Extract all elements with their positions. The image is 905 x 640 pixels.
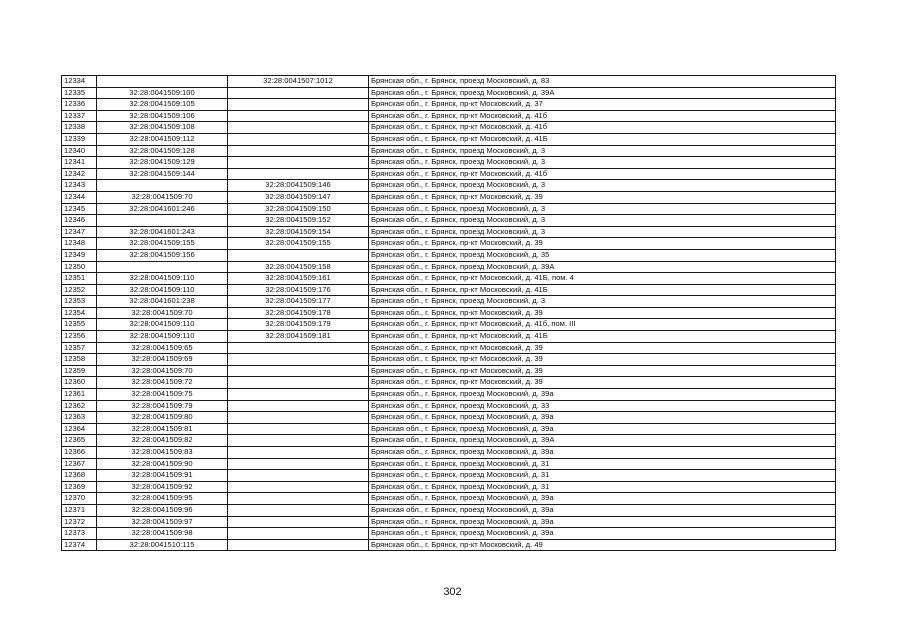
table-row (62, 226, 836, 238)
table-row (62, 458, 836, 470)
related-cadastral-number-cell (228, 423, 369, 435)
row-number-cell: 12352 (62, 284, 97, 296)
related-cadastral-number-cell (228, 377, 369, 389)
table-row (62, 273, 836, 285)
row-number-cell: 12348 (62, 238, 97, 250)
cadastral-number-cell: 32:28:0041509:96 (97, 504, 228, 516)
table-row (62, 377, 836, 389)
row-number-cell: 12374 (62, 539, 97, 551)
row-number-cell: 12365 (62, 435, 97, 447)
cadastral-number-cell: 32:28:0041509:98 (97, 528, 228, 540)
address-cell: Брянская обл., г. Брянск, проезд Московский, д. 3 (369, 296, 836, 308)
address-cell: Брянская обл., г. Брянск, проезд Московский, д. 3 (369, 215, 836, 227)
table-row (62, 470, 836, 482)
address-cell: Брянская обл., г. Брянск, пр-кт Московский, д. 41б (369, 122, 836, 134)
row-number-cell: 12370 (62, 493, 97, 505)
cadastral-number-cell: 32:28:0041509:69 (97, 354, 228, 366)
cadastral-number-cell: 32:28:0041509:70 (97, 307, 228, 319)
related-cadastral-number-cell (228, 354, 369, 366)
row-number-cell: 12350 (62, 261, 97, 273)
related-cadastral-number-cell (228, 458, 369, 470)
address-cell: Брянская обл., г. Брянск, пр-кт Московский, д. 41б, пом. III (369, 319, 836, 331)
address-cell: Брянская обл., г. Брянск, проезд Московский, д. 39а (369, 412, 836, 424)
related-cadastral-number-cell: 32:28:0041509:161 (228, 273, 369, 285)
related-cadastral-number-cell: 32:28:0041509:177 (228, 296, 369, 308)
cadastral-number-cell (97, 261, 228, 273)
address-cell: Брянская обл., г. Брянск, проезд Московский, д. 83 (369, 76, 836, 88)
cadastral-number-cell: 32:28:0041509:70 (97, 365, 228, 377)
address-cell: Брянская обл., г. Брянск, пр-кт Московский, д. 37 (369, 99, 836, 111)
related-cadastral-number-cell (228, 110, 369, 122)
row-number-cell: 12344 (62, 191, 97, 203)
table-row (62, 435, 836, 447)
registry-table-body (62, 76, 836, 551)
related-cadastral-number-cell (228, 168, 369, 180)
row-number-cell: 12366 (62, 447, 97, 459)
cadastral-number-cell: 32:28:0041509:110 (97, 331, 228, 343)
row-number-cell: 12369 (62, 481, 97, 493)
row-number-cell: 12361 (62, 389, 97, 401)
related-cadastral-number-cell: 32:28:0041509:147 (228, 191, 369, 203)
related-cadastral-number-cell (228, 389, 369, 401)
table-row (62, 203, 836, 215)
cadastral-number-cell: 32:28:0041509:155 (97, 238, 228, 250)
address-cell: Брянская обл., г. Брянск, пр-кт Московский, д. 39 (369, 377, 836, 389)
related-cadastral-number-cell: 32:28:0041509:158 (228, 261, 369, 273)
page-number: 302 (443, 586, 462, 598)
related-cadastral-number-cell: 32:28:0041509:146 (228, 180, 369, 192)
address-cell: Брянская обл., г. Брянск, проезд Московский, д. 31 (369, 481, 836, 493)
row-number-cell: 12347 (62, 226, 97, 238)
cadastral-number-cell: 32:28:0041509:79 (97, 400, 228, 412)
table-row (62, 528, 836, 540)
address-cell: Брянская обл., г. Брянск, проезд Московский, д. 39а (369, 389, 836, 401)
related-cadastral-number-cell: 32:28:0041509:179 (228, 319, 369, 331)
table-row (62, 319, 836, 331)
row-number-cell: 12356 (62, 331, 97, 343)
address-cell: Брянская обл., г. Брянск, пр-кт Московский, д. 39 (369, 307, 836, 319)
table-row (62, 389, 836, 401)
address-cell: Брянская обл., г. Брянск, проезд Московский, д. 39а (369, 516, 836, 528)
related-cadastral-number-cell (228, 99, 369, 111)
row-number-cell: 12355 (62, 319, 97, 331)
related-cadastral-number-cell (228, 493, 369, 505)
related-cadastral-number-cell (228, 145, 369, 157)
cadastral-number-cell: 32:28:0041509:108 (97, 122, 228, 134)
cadastral-number-cell (97, 180, 228, 192)
related-cadastral-number-cell: 32:28:0041509:150 (228, 203, 369, 215)
table-row (62, 331, 836, 343)
cadastral-number-cell: 32:28:0041509:95 (97, 493, 228, 505)
table-row (62, 504, 836, 516)
address-cell: Брянская обл., г. Брянск, пр-кт Московский, д. 39 (369, 354, 836, 366)
table-row (62, 447, 836, 459)
row-number-cell: 12363 (62, 412, 97, 424)
address-cell: Брянская обл., г. Брянск, проезд Московский, д. 31 (369, 470, 836, 482)
address-cell: Брянская обл., г. Брянск, проезд Московский, д. 3 (369, 145, 836, 157)
cadastral-number-cell: 32:28:0041509:110 (97, 319, 228, 331)
table-row (62, 516, 836, 528)
related-cadastral-number-cell: 32:28:0041509:176 (228, 284, 369, 296)
address-cell: Брянская обл., г. Брянск, проезд Московский, д. 3 (369, 203, 836, 215)
related-cadastral-number-cell (228, 447, 369, 459)
address-cell: Брянская обл., г. Брянск, пр-кт Московский, д. 41Б, пом. 4 (369, 273, 836, 285)
cadastral-number-cell: 32:28:0041509:100 (97, 87, 228, 99)
row-number-cell: 12346 (62, 215, 97, 227)
address-cell: Брянская обл., г. Брянск, пр-кт Московский, д. 41Б (369, 331, 836, 343)
table-row (62, 423, 836, 435)
table-row (62, 400, 836, 412)
cadastral-number-cell: 32:28:0041510:115 (97, 539, 228, 551)
related-cadastral-number-cell (228, 528, 369, 540)
related-cadastral-number-cell: 32:28:0041509:154 (228, 226, 369, 238)
related-cadastral-number-cell: 32:28:0041509:178 (228, 307, 369, 319)
table-row (62, 284, 836, 296)
cadastral-number-cell: 32:28:0041509:144 (97, 168, 228, 180)
address-cell: Брянская обл., г. Брянск, проезд Московский, д. 39а (369, 528, 836, 540)
row-number-cell: 12364 (62, 423, 97, 435)
address-cell: Брянская обл., г. Брянск, проезд Московский, д. 3 (369, 157, 836, 169)
table-row (62, 99, 836, 111)
table-row (62, 122, 836, 134)
row-number-cell: 12335 (62, 87, 97, 99)
address-cell: Брянская обл., г. Брянск, пр-кт Московский, д. 39 (369, 342, 836, 354)
address-cell: Брянская обл., г. Брянск, пр-кт Московский, д. 39 (369, 238, 836, 250)
table-row (62, 87, 836, 99)
table-row (62, 168, 836, 180)
cadastral-number-cell: 32:28:0041509:80 (97, 412, 228, 424)
cadastral-number-cell: 32:28:0041509:156 (97, 249, 228, 261)
related-cadastral-number-cell (228, 435, 369, 447)
cadastral-number-cell: 32:28:0041509:110 (97, 273, 228, 285)
cadastral-number-cell: 32:28:0041509:72 (97, 377, 228, 389)
cadastral-number-cell: 32:28:0041509:81 (97, 423, 228, 435)
row-number-cell: 12351 (62, 273, 97, 285)
row-number-cell: 12336 (62, 99, 97, 111)
related-cadastral-number-cell (228, 122, 369, 134)
address-cell: Брянская обл., г. Брянск, пр-кт Московский, д. 39 (369, 365, 836, 377)
related-cadastral-number-cell (228, 504, 369, 516)
table-row (62, 180, 836, 192)
address-cell: Брянская обл., г. Брянск, пр-кт Московский, д. 39 (369, 191, 836, 203)
related-cadastral-number-cell (228, 400, 369, 412)
table-row (62, 412, 836, 424)
row-number-cell: 12340 (62, 145, 97, 157)
address-cell: Брянская обл., г. Брянск, проезд Московский, д. 3 (369, 226, 836, 238)
table-row (62, 133, 836, 145)
row-number-cell: 12371 (62, 504, 97, 516)
row-number-cell: 12372 (62, 516, 97, 528)
row-number-cell: 12339 (62, 133, 97, 145)
address-cell: Брянская обл., г. Брянск, проезд Московский, д. 39А (369, 87, 836, 99)
cadastral-number-cell: 32:28:0041509:92 (97, 481, 228, 493)
address-cell: Брянская обл., г. Брянск, проезд Московский, д. 39А (369, 261, 836, 273)
table-row (62, 238, 836, 250)
related-cadastral-number-cell (228, 516, 369, 528)
row-number-cell: 12343 (62, 180, 97, 192)
cadastral-number-cell: 32:28:0041601:238 (97, 296, 228, 308)
address-cell: Брянская обл., г. Брянск, пр-кт Московский, д. 41б (369, 168, 836, 180)
cadastral-number-cell: 32:28:0041509:106 (97, 110, 228, 122)
table-row (62, 261, 836, 273)
address-cell: Брянская обл., г. Брянск, проезд Московский, д. 35 (369, 249, 836, 261)
related-cadastral-number-cell (228, 342, 369, 354)
table-row (62, 145, 836, 157)
table-row (62, 76, 836, 88)
cadastral-number-cell: 32:28:0041509:112 (97, 133, 228, 145)
related-cadastral-number-cell (228, 133, 369, 145)
related-cadastral-number-cell (228, 412, 369, 424)
related-cadastral-number-cell (228, 470, 369, 482)
cadastral-number-cell: 32:28:0041509:75 (97, 389, 228, 401)
related-cadastral-number-cell (228, 157, 369, 169)
address-cell: Брянская обл., г. Брянск, пр-кт Московский, д. 41Б (369, 133, 836, 145)
cadastral-number-cell (97, 76, 228, 88)
document-page (61, 75, 836, 551)
address-cell: Брянская обл., г. Брянск, пр-кт Московский, д. 41б (369, 110, 836, 122)
cadastral-number-cell: 32:28:0041509:90 (97, 458, 228, 470)
related-cadastral-number-cell (228, 87, 369, 99)
address-cell: Брянская обл., г. Брянск, пр-кт Московский, д. 41Б (369, 284, 836, 296)
cadastral-number-cell: 32:28:0041509:70 (97, 191, 228, 203)
cadastral-number-cell: 32:28:0041509:82 (97, 435, 228, 447)
address-cell: Брянская обл., г. Брянск, проезд Московский, д. 39а (369, 493, 836, 505)
address-cell: Брянская обл., г. Брянск, проезд Московский, д. 39А (369, 435, 836, 447)
table-row (62, 307, 836, 319)
row-number-cell: 12359 (62, 365, 97, 377)
cadastral-number-cell: 32:28:0041509:91 (97, 470, 228, 482)
row-number-cell: 12358 (62, 354, 97, 366)
cadastral-number-cell: 32:28:0041601:243 (97, 226, 228, 238)
table-row (62, 539, 836, 551)
address-cell: Брянская обл., г. Брянск, проезд Московский, д. 33 (369, 400, 836, 412)
address-cell: Брянская обл., г. Брянск, проезд Московский, д. 39а (369, 423, 836, 435)
address-cell: Брянская обл., г. Брянск, проезд Московский, д. 39а (369, 504, 836, 516)
row-number-cell: 12362 (62, 400, 97, 412)
cadastral-number-cell: 32:28:0041509:128 (97, 145, 228, 157)
row-number-cell: 12345 (62, 203, 97, 215)
cadastral-number-cell: 32:28:0041509:105 (97, 99, 228, 111)
related-cadastral-number-cell (228, 249, 369, 261)
address-cell: Брянская обл., г. Брянск, пр-кт Московский, д. 49 (369, 539, 836, 551)
row-number-cell: 12349 (62, 249, 97, 261)
cadastral-number-cell: 32:28:0041509:65 (97, 342, 228, 354)
related-cadastral-number-cell: 32:28:0041509:181 (228, 331, 369, 343)
table-row (62, 157, 836, 169)
related-cadastral-number-cell: 32:28:0041509:152 (228, 215, 369, 227)
cadastral-number-cell (97, 215, 228, 227)
row-number-cell: 12368 (62, 470, 97, 482)
registry-table (61, 75, 836, 551)
table-row (62, 215, 836, 227)
table-row (62, 342, 836, 354)
table-row (62, 249, 836, 261)
row-number-cell: 12373 (62, 528, 97, 540)
cadastral-number-cell: 32:28:0041509:110 (97, 284, 228, 296)
row-number-cell: 12367 (62, 458, 97, 470)
address-cell: Брянская обл., г. Брянск, проезд Московский, д. 39а (369, 447, 836, 459)
row-number-cell: 12337 (62, 110, 97, 122)
address-cell: Брянская обл., г. Брянск, проезд Московский, д. 31 (369, 458, 836, 470)
row-number-cell: 12354 (62, 307, 97, 319)
related-cadastral-number-cell (228, 365, 369, 377)
row-number-cell: 12357 (62, 342, 97, 354)
cadastral-number-cell: 32:28:0041509:129 (97, 157, 228, 169)
row-number-cell: 12360 (62, 377, 97, 389)
cadastral-number-cell: 32:28:0041509:83 (97, 447, 228, 459)
cadastral-number-cell: 32:28:0041601:246 (97, 203, 228, 215)
table-row (62, 296, 836, 308)
table-row (62, 365, 836, 377)
related-cadastral-number-cell: 32:28:0041507:1012 (228, 76, 369, 88)
address-cell: Брянская обл., г. Брянск, проезд Московский, д. 3 (369, 180, 836, 192)
table-row (62, 191, 836, 203)
related-cadastral-number-cell (228, 539, 369, 551)
row-number-cell: 12334 (62, 76, 97, 88)
table-row (62, 493, 836, 505)
cadastral-number-cell: 32:28:0041509:97 (97, 516, 228, 528)
related-cadastral-number-cell (228, 481, 369, 493)
row-number-cell: 12342 (62, 168, 97, 180)
row-number-cell: 12338 (62, 122, 97, 134)
related-cadastral-number-cell: 32:28:0041509:155 (228, 238, 369, 250)
row-number-cell: 12341 (62, 157, 97, 169)
row-number-cell: 12353 (62, 296, 97, 308)
table-row (62, 481, 836, 493)
table-row (62, 354, 836, 366)
table-row (62, 110, 836, 122)
